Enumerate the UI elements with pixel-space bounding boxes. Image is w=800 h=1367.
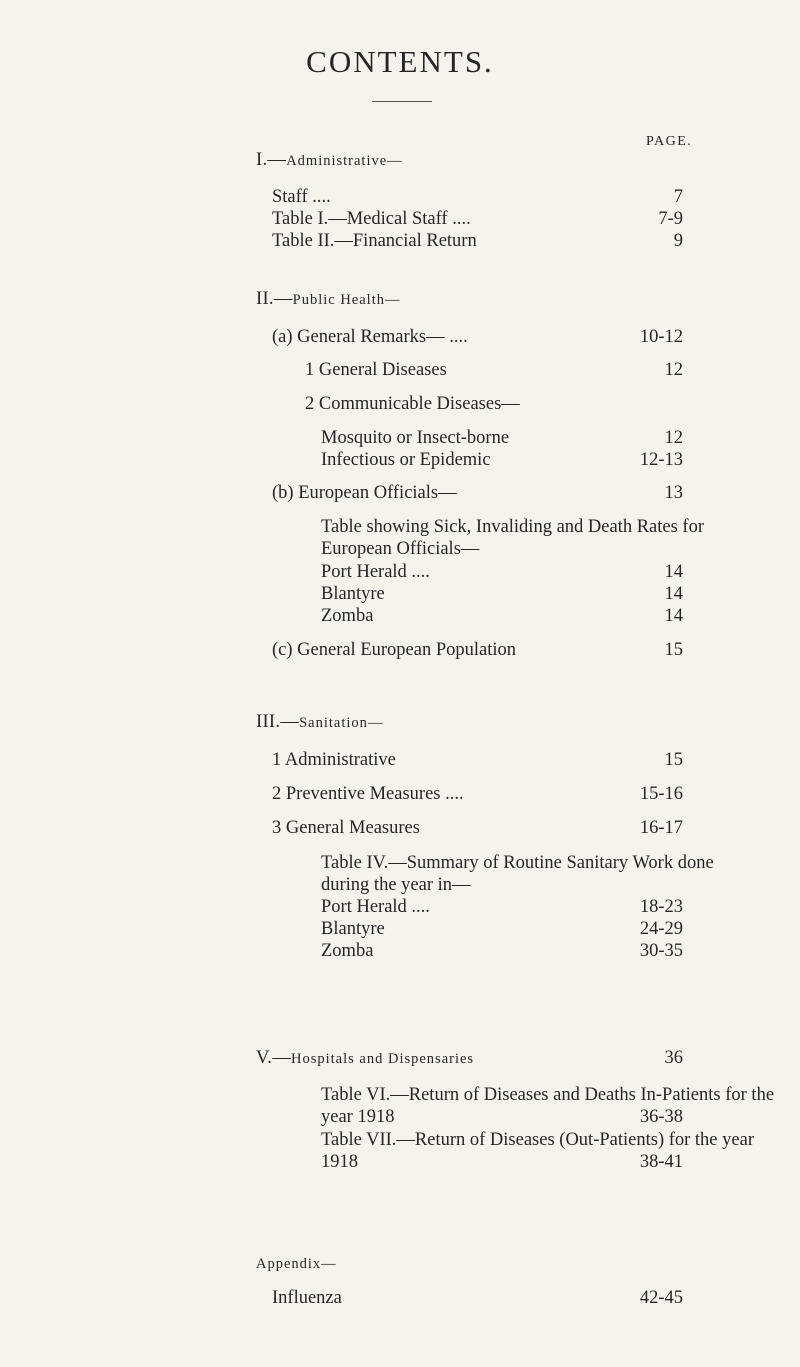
section-title: Hospitals and Dispensaries [291, 1051, 475, 1067]
section-heading-sanitation [256, 712, 383, 733]
toc-entry-label: Influenza [272, 1288, 342, 1308]
toc-entry-page: 42-45 [639, 1288, 683, 1308]
section-prefix: III.— [256, 712, 300, 732]
toc-entry-page: 15 [664, 750, 683, 770]
toc-entry-page: 36-38 [639, 1107, 683, 1127]
toc-entry-page: 30-35 [639, 941, 683, 961]
toc-entry-label: Mosquito or Insect-borne [321, 428, 510, 448]
toc-entry-label: Blantyre [321, 919, 385, 939]
toc-entry-label: during the year in— [321, 875, 471, 895]
toc-entry-page: 12-13 [639, 450, 683, 470]
toc-entry-page: 7-9 [658, 209, 683, 229]
toc-entry-label: Zomba [321, 941, 374, 961]
toc-entry-page: 15-16 [639, 784, 683, 804]
section-prefix: V.— [256, 1048, 292, 1068]
toc-entry-label: Table showing Sick, Invaliding and Death Rates for [321, 517, 705, 537]
toc-entry-label: Zomba [321, 606, 374, 626]
toc-entry-page: 16-17 [639, 818, 683, 838]
toc-entry-label: Table VII.—Return of Diseases (Out-Patients) for the year [321, 1130, 754, 1150]
toc-entry-label: 1918 [321, 1152, 358, 1172]
section-title: Appendix— [256, 1256, 337, 1272]
section-prefix: I.— [256, 150, 287, 170]
toc-entry-label: Port Herald .... [321, 562, 430, 582]
toc-entry-page: 7 [673, 187, 683, 207]
toc-entry-page: 15 [664, 640, 683, 660]
toc-entry-label: Table IV.—Summary of Routine Sanitary Work done [321, 853, 714, 873]
toc-entry-label: 3 General Measures [272, 818, 420, 838]
toc-entry-page: 14 [664, 562, 683, 582]
title-rule [372, 101, 432, 102]
toc-entry-label: Infectious or Epidemic [321, 450, 491, 470]
toc-entry-label: (a) General Remarks— .... [272, 327, 468, 347]
toc-entry-label: year 1918 [321, 1107, 395, 1127]
toc-entry-page: 10-12 [639, 327, 683, 347]
section-heading-hospitals [256, 1048, 474, 1069]
toc-entry-label: European Officials— [321, 539, 480, 559]
section-heading-page: 36 [664, 1048, 683, 1068]
page-title: CONTENTS. [306, 44, 494, 79]
toc-entry-label: Table I.—Medical Staff .... [272, 209, 471, 229]
toc-entry-label: Port Herald .... [321, 897, 430, 917]
section-heading-administrative [256, 150, 403, 171]
toc-entry-page: 24-29 [639, 919, 683, 939]
toc-entry-label: Table II.—Financial Return [272, 231, 477, 251]
toc-entry-label: Table VI.—Return of Diseases and Deaths In-Patients for the [321, 1085, 775, 1105]
toc-entry-page: 12 [664, 428, 683, 448]
toc-entry-page: 18-23 [639, 897, 683, 917]
toc-entry-label: (c) General European Population [272, 640, 517, 660]
section-heading-public-health [256, 289, 401, 310]
section-prefix: II.— [256, 289, 293, 309]
toc-entry-page: 14 [664, 606, 683, 626]
toc-entry-label: Staff .... [272, 187, 331, 207]
section-title: Administrative— [286, 153, 403, 169]
toc-entry-page: 13 [664, 483, 683, 503]
toc-entry-label: 2 Preventive Measures .... [272, 784, 464, 804]
toc-entry-page: 12 [664, 360, 683, 380]
toc-entry-label: Blantyre [321, 584, 385, 604]
page-column-label: PAGE. [646, 134, 693, 149]
section-title: Sanitation— [299, 715, 384, 731]
toc-entry-page: 38-41 [639, 1152, 683, 1172]
toc-entry-page: 14 [664, 584, 683, 604]
toc-entry-label: 2 Communicable Diseases— [305, 394, 520, 414]
toc-entry-label: 1 General Diseases [305, 360, 447, 380]
toc-entry-label: 1 Administrative [272, 750, 396, 770]
toc-entry-label: (b) European Officials— [272, 483, 457, 503]
section-heading-appendix [256, 1253, 337, 1274]
section-title: Public Health— [292, 292, 401, 308]
toc-entry-page: 9 [673, 231, 683, 251]
